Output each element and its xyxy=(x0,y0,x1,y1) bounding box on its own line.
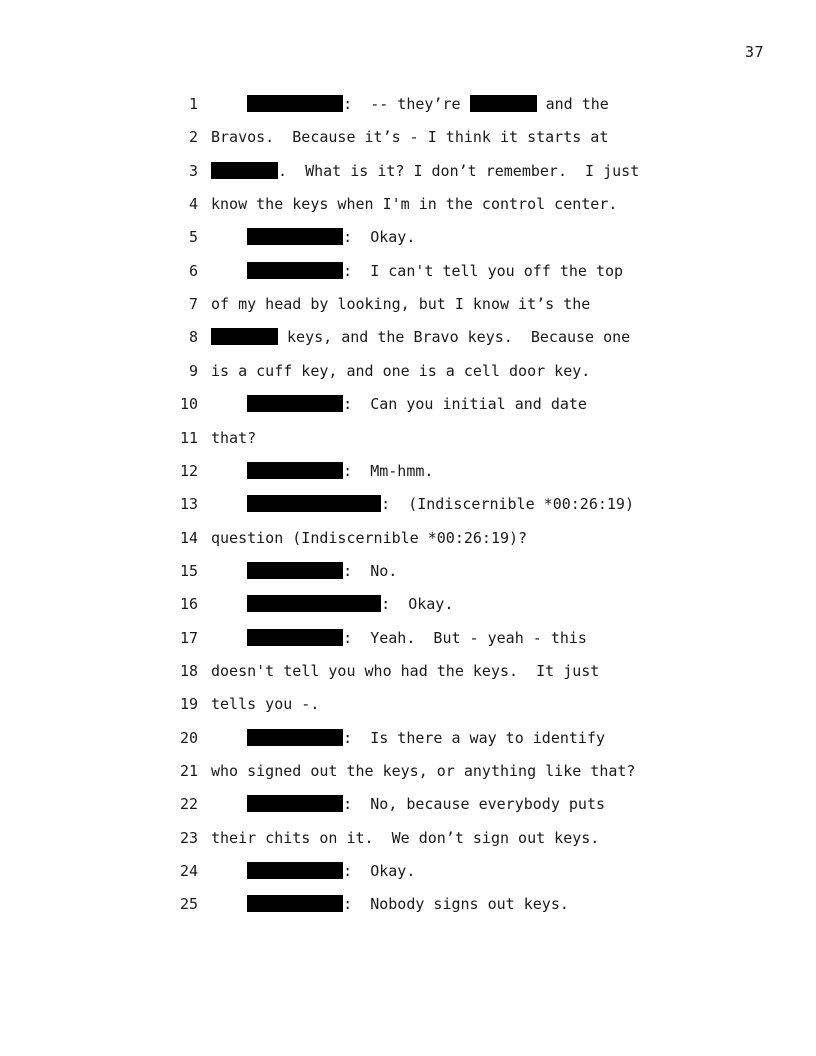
transcript-line xyxy=(0,527,816,549)
text-segment: Bravos. Because it’s - I think it starts at xyxy=(211,128,609,146)
line-text xyxy=(211,226,415,248)
text-segment: : No. xyxy=(343,562,398,580)
text-segment: that? xyxy=(211,429,257,447)
redaction-bar xyxy=(247,228,343,245)
line-text xyxy=(211,360,590,382)
transcript-line xyxy=(0,193,816,215)
transcript-line xyxy=(0,460,816,482)
line-text xyxy=(211,560,397,582)
line-text xyxy=(211,827,599,849)
redaction-bar xyxy=(211,328,278,345)
line-number: 11 xyxy=(179,429,198,447)
line-text xyxy=(211,93,609,115)
line-text xyxy=(211,660,599,682)
text-segment xyxy=(211,895,247,913)
text-segment: : Okay. xyxy=(343,862,416,880)
transcript-line xyxy=(0,226,816,248)
line-text xyxy=(211,893,569,915)
transcript-line xyxy=(0,493,816,515)
line-number: 2 xyxy=(188,128,198,146)
redaction-bar xyxy=(247,629,343,646)
line-number: 25 xyxy=(179,895,198,913)
line-number: 24 xyxy=(179,862,198,880)
text-segment: : I can't tell you off the top xyxy=(343,262,624,280)
redaction-bar xyxy=(247,795,343,812)
line-text xyxy=(211,260,623,282)
text-segment xyxy=(211,629,247,647)
redaction-bar xyxy=(247,262,343,279)
line-text xyxy=(211,860,415,882)
transcript-line xyxy=(0,827,816,849)
transcript-line xyxy=(0,593,816,615)
line-text xyxy=(211,493,634,515)
line-number: 1 xyxy=(188,95,198,113)
text-segment xyxy=(211,262,247,280)
text-segment xyxy=(211,562,247,580)
text-segment: : No, because everybody puts xyxy=(343,795,606,813)
text-segment: : Okay. xyxy=(381,595,454,613)
text-segment: is a cuff key, and one is a cell door key. xyxy=(211,362,591,380)
line-text xyxy=(211,627,587,649)
line-number: 7 xyxy=(188,295,198,313)
text-segment xyxy=(211,862,247,880)
transcript-line xyxy=(0,126,816,148)
redaction-bar xyxy=(247,495,381,512)
text-segment: who signed out the keys, or anything like that? xyxy=(211,762,636,780)
text-segment xyxy=(211,395,247,413)
line-number: 4 xyxy=(188,195,198,213)
line-number: 14 xyxy=(179,529,198,547)
redaction-bar xyxy=(247,95,343,112)
text-segment: keys, and the Bravo keys. Because one xyxy=(278,328,631,346)
text-segment: : Okay. xyxy=(343,228,416,246)
line-number: 3 xyxy=(188,162,198,180)
text-segment: : Mm-hmm. xyxy=(343,462,434,480)
line-number: 20 xyxy=(179,729,198,747)
line-number: 5 xyxy=(188,228,198,246)
text-segment: tells you -. xyxy=(211,695,320,713)
text-segment xyxy=(211,228,247,246)
line-number: 6 xyxy=(188,262,198,280)
text-segment xyxy=(211,595,247,613)
line-text xyxy=(211,460,433,482)
line-text xyxy=(211,393,587,415)
redaction-bar xyxy=(247,895,343,912)
transcript-line xyxy=(0,160,816,182)
transcript-line xyxy=(0,560,816,582)
transcript-line xyxy=(0,326,816,348)
text-segment xyxy=(211,95,247,113)
line-text xyxy=(211,326,630,348)
transcript-line xyxy=(0,427,816,449)
redaction-bar xyxy=(247,729,343,746)
transcript-line xyxy=(0,693,816,715)
transcript-line xyxy=(0,727,816,749)
text-segment xyxy=(211,729,247,747)
text-segment: know the keys when I'm in the control center. xyxy=(211,195,618,213)
transcript-line xyxy=(0,260,816,282)
transcript-line xyxy=(0,760,816,782)
line-text xyxy=(211,793,605,815)
text-segment: : Can you initial and date xyxy=(343,395,587,413)
line-text xyxy=(211,160,639,182)
page-number: 37 xyxy=(744,43,764,61)
text-segment: their chits on it. We don’t sign out keys. xyxy=(211,829,600,847)
text-segment: and the xyxy=(536,95,609,113)
transcript-line xyxy=(0,627,816,649)
transcript-line xyxy=(0,660,816,682)
line-number: 9 xyxy=(188,362,198,380)
text-segment: of my head by looking, but I know it’s the xyxy=(211,295,591,313)
line-number: 16 xyxy=(179,595,198,613)
line-text xyxy=(211,760,635,782)
text-segment: . What is it? I don’t remember. I just xyxy=(278,162,640,180)
redaction-bar xyxy=(247,595,381,612)
line-number: 18 xyxy=(179,662,198,680)
line-number: 8 xyxy=(188,328,198,346)
transcript-line xyxy=(0,860,816,882)
line-text xyxy=(211,693,319,715)
text-segment xyxy=(211,795,247,813)
line-text xyxy=(211,293,590,315)
line-number: 13 xyxy=(179,495,198,513)
line-number: 12 xyxy=(179,462,198,480)
redaction-bar xyxy=(247,462,343,479)
redaction-bar xyxy=(211,162,278,179)
transcript-line xyxy=(0,93,816,115)
text-segment: : (Indiscernible *00:26:19) xyxy=(381,495,634,513)
line-number: 17 xyxy=(179,629,198,647)
text-segment xyxy=(211,462,247,480)
text-segment xyxy=(211,495,247,513)
line-text xyxy=(211,593,453,615)
line-number: 21 xyxy=(179,762,198,780)
redaction-bar xyxy=(247,562,343,579)
line-text xyxy=(211,126,608,148)
text-segment: : Is there a way to identify xyxy=(343,729,606,747)
redaction-bar xyxy=(247,395,343,412)
line-text xyxy=(211,527,527,549)
transcript-line xyxy=(0,893,816,915)
transcript-line xyxy=(0,293,816,315)
transcript-line xyxy=(0,393,816,415)
line-text xyxy=(211,193,617,215)
line-number: 10 xyxy=(179,395,198,413)
line-number: 15 xyxy=(179,562,198,580)
text-segment: : -- they’re xyxy=(343,95,470,113)
transcript-line xyxy=(0,793,816,815)
text-segment: doesn't tell you who had the keys. It just xyxy=(211,662,600,680)
text-segment: : Nobody signs out keys. xyxy=(343,895,569,913)
line-number: 23 xyxy=(179,829,198,847)
transcript-line xyxy=(0,360,816,382)
line-text xyxy=(211,427,256,449)
redaction-bar xyxy=(247,862,343,879)
text-segment: question (Indiscernible *00:26:19)? xyxy=(211,529,528,547)
line-number: 19 xyxy=(179,695,198,713)
line-text xyxy=(211,727,605,749)
redaction-bar xyxy=(470,95,537,112)
line-number: 22 xyxy=(179,795,198,813)
text-segment: : Yeah. But - yeah - this xyxy=(343,629,587,647)
